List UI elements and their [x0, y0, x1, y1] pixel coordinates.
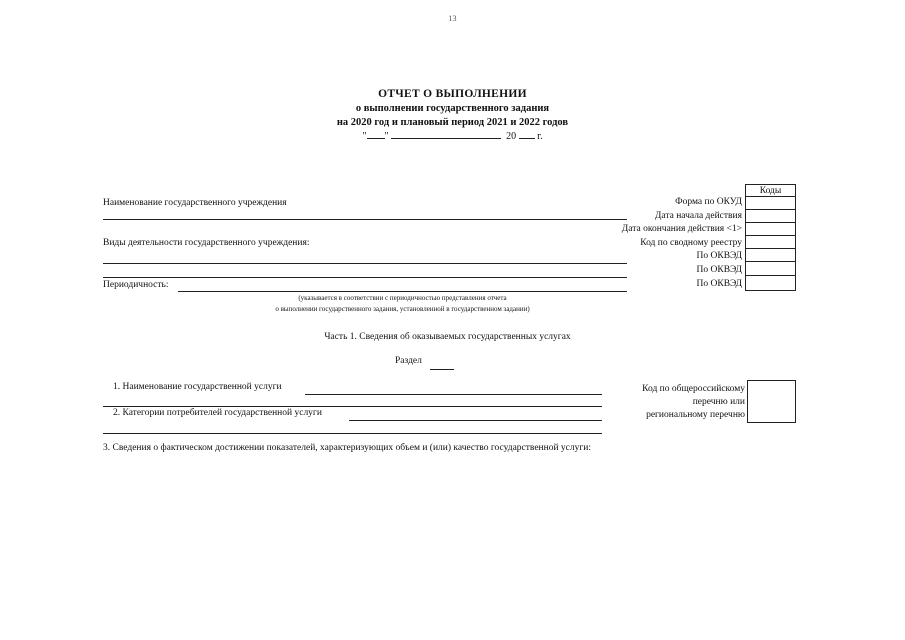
codes-header: Коды — [745, 184, 796, 197]
service-code-label-2: перечню или — [692, 397, 745, 407]
service-name-label: 1. Наименование государственной услуги — [113, 382, 282, 392]
label-okved-2: По ОКВЭД — [696, 265, 742, 275]
periodicity-note-2: о выполнении государственного задания, установленной в государственном задании) — [275, 305, 530, 313]
code-cell-okud[interactable] — [745, 196, 796, 210]
institution-name-label: Наименование государственного учреждения — [103, 198, 287, 208]
code-cell-okved-3[interactable] — [745, 276, 796, 291]
label-okud: Форма по ОКУД — [675, 197, 742, 207]
year-suffix: г. — [537, 131, 543, 142]
indicators-label: 3. Сведения о фактическом достижении показателей, характеризующих объем и (или) качество государственной услуги: — [103, 443, 592, 453]
service-code-label-3: региональному перечню — [646, 410, 745, 420]
year-prefix: 20 — [506, 131, 517, 142]
consumer-categories-label: 2. Категории потребителей государственной услуги — [113, 408, 322, 418]
section-number-line[interactable] — [430, 369, 454, 370]
consumer-categories-line-2[interactable] — [103, 433, 602, 434]
institution-name-line[interactable] — [103, 219, 627, 220]
report-date-line — [0, 131, 905, 142]
report-title: ОТЧЕТ О ВЫПОЛНЕНИИ — [378, 88, 527, 100]
periodicity-line[interactable] — [178, 291, 627, 292]
day-blank[interactable] — [367, 138, 385, 139]
section-label: Раздел — [395, 356, 422, 366]
page-number: 13 — [448, 14, 457, 23]
service-name-line-2[interactable] — [103, 406, 602, 407]
report-period: на 2020 год и плановый период 2021 и 2022 годов — [336, 117, 569, 128]
label-start-date: Дата начала действия — [654, 211, 742, 221]
code-cell-start-date[interactable] — [745, 209, 796, 223]
label-end-date: Дата окончания действия <1> — [621, 224, 742, 234]
service-code-label-1: Код по общероссийскому — [642, 384, 745, 394]
activities-label: Виды деятельности государственного учреждения: — [103, 238, 310, 248]
report-subtitle: о выполнении государственного задания — [355, 103, 550, 114]
date-open-quote: " — [362, 131, 367, 142]
month-blank[interactable] — [391, 138, 501, 139]
consumer-categories-line[interactable] — [349, 420, 602, 421]
label-registry: Код по сводному реестру — [640, 238, 742, 248]
label-okved-1: По ОКВЭД — [696, 251, 742, 261]
periodicity-note-1: (указывается в соответствии с периодичностью представления отчета — [298, 294, 507, 302]
code-cell-okved-2[interactable] — [745, 262, 796, 276]
activities-line-1[interactable] — [103, 263, 627, 264]
code-cell-end-date[interactable] — [745, 222, 796, 236]
label-okved-3: По ОКВЭД — [696, 279, 742, 289]
year-blank[interactable] — [519, 138, 535, 139]
code-cell-okved-1[interactable] — [745, 248, 796, 262]
date-close-quote: " — [384, 131, 389, 142]
code-cell-registry[interactable] — [745, 235, 796, 249]
activities-line-2[interactable] — [103, 277, 627, 278]
service-name-line[interactable] — [305, 394, 602, 395]
periodicity-label: Периодичность: — [103, 280, 169, 290]
part1-title: Часть 1. Сведения об оказываемых государственных услугах — [324, 332, 571, 342]
service-code-box[interactable] — [747, 380, 796, 423]
